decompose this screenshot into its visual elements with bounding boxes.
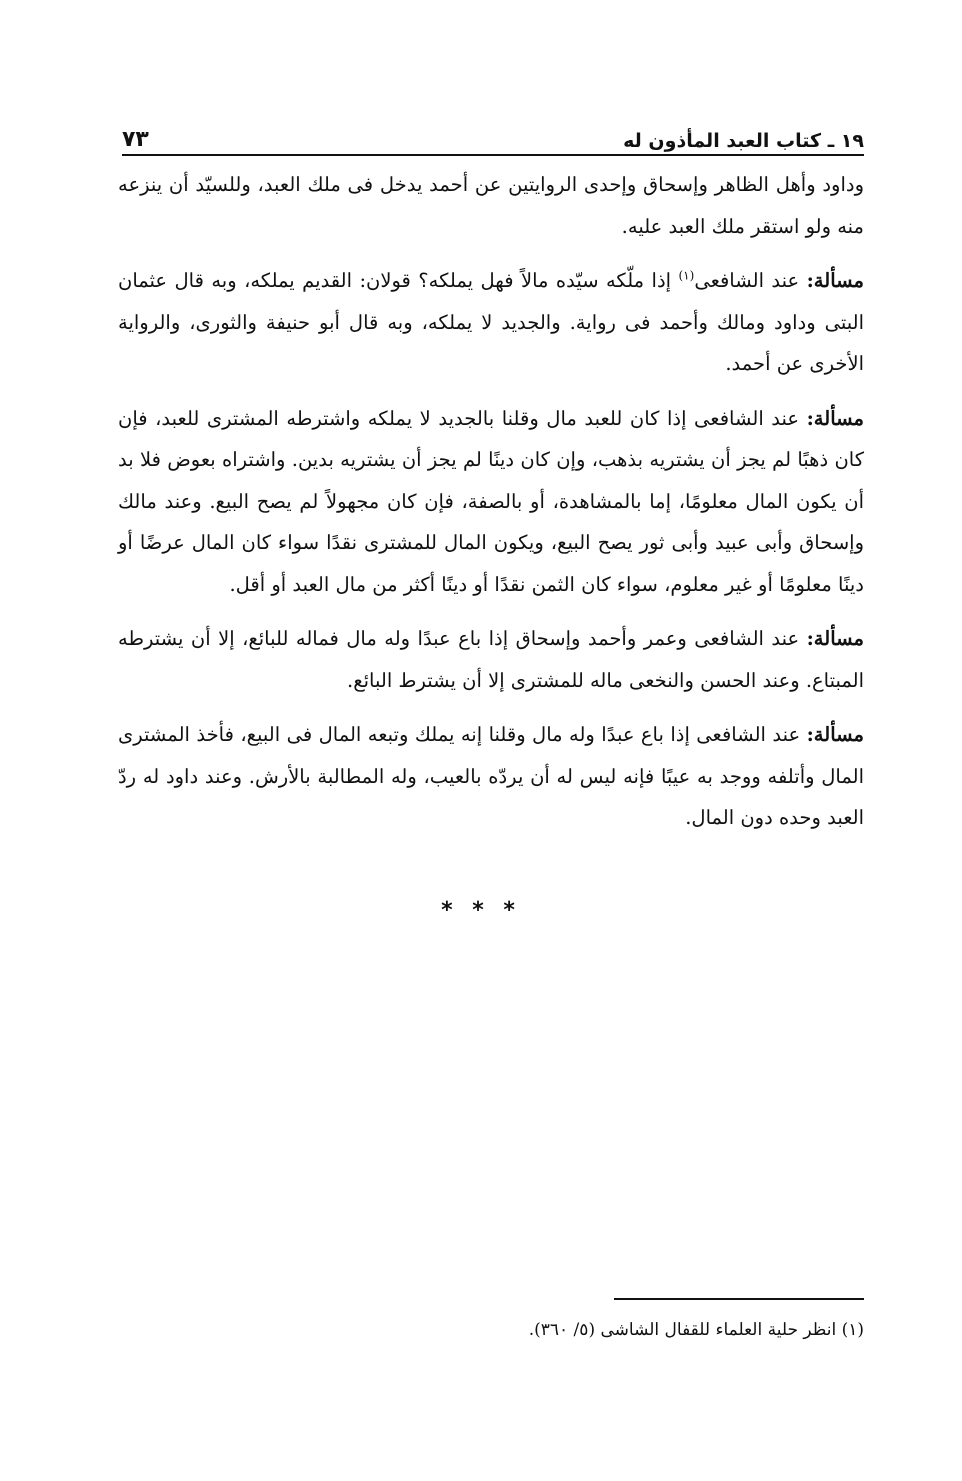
paragraph-text: عند الشافعى إذا كان للعبد مال وقلنا بالجديد لا يملكه واشترطه المشترى للعبد، فإن كان ذهبًا لم يجز أن يشتريه بذهب، وإن كان دينًا لم يجز أن يشتريه بدين. واشتراه بعوض فلا بد أن يكون المال معلومًا، إما بالمشاهدة، أو بالصفة، فإن كان مجهولاً لم يصح البيع. وعند مالك وإسحاق وأبى عبيد وأبى ثور يصح البيع، ويكون المال للمشترى نقدًا سواء كان المال عرضًا أو دينًا معلومًا أو غير معلوم، سواء كان الثمن نقدًا أو دينًا أكثر من مال العبد أو أقل. bbox=[118, 406, 864, 596]
header-rule bbox=[122, 154, 864, 156]
main-text bbox=[118, 164, 864, 852]
masala-label: مسألة: bbox=[806, 406, 864, 430]
paragraph-text: عند الشافعى وعمر وأحمد وإسحاق إذا باع عبدًا وله مال فماله للبائع، إلا أن يشترطه المبتاع. وعند الحسن والنخعى ماله للمشترى إلا أن يشترط البائع. bbox=[118, 627, 864, 692]
paragraph-text: عند الشافعى bbox=[694, 269, 807, 292]
paragraph-masala-1 bbox=[118, 260, 864, 385]
footnote-rule bbox=[614, 1298, 864, 1300]
masala-label: مسألة: bbox=[806, 627, 864, 650]
page-number: ٧٣ bbox=[122, 127, 149, 152]
paragraph-continuation bbox=[118, 164, 864, 247]
running-header bbox=[122, 118, 864, 152]
paragraph-text: عند الشافعى إذا باع عبدًا وله مال وقلنا إنه يملك وتبعه المال فى البيع، فأخذ المشترى المال وأتلفه ووجد به عيبًا فإنه ليس له أن يردّه بالعيب، وله المطالبة بالأرش. وعند داود له ردّ العبد وحده دون المال. bbox=[118, 723, 864, 829]
footnote: (١) انظر حلية العلماء للقفال الشاشى (٥/ ٣٦٠). bbox=[528, 1320, 864, 1340]
chapter-title: ١٩ ـ كتاب العبد المأذون له bbox=[623, 130, 864, 152]
paragraph-text: وداود وأهل الظاهر وإسحاق وإحدى الروايتين عن أحمد يدخل فى ملك العبد، وللسيّد أن ينزعه منه ولو استقر ملك العبد عليه. bbox=[118, 173, 864, 238]
paragraph-text: إذا ملّكه سيّده مالاً فهل يملكه؟ قولان: القديم يملكه، وبه قال عثمان البتى وداود ومالك وأحمد فى رواية. والجديد لا يملكه، وبه قال أبو حنيفة والثورى، والرواية الأخرى عن أحمد. bbox=[118, 269, 864, 375]
masala-label: مسألة: bbox=[806, 269, 864, 292]
paragraph-masala-4 bbox=[118, 714, 864, 839]
footnote-mark[interactable]: (١) bbox=[678, 268, 695, 283]
paragraph-masala-2 bbox=[118, 398, 864, 606]
paragraph-masala-3 bbox=[118, 618, 864, 701]
masala-label: مسألة: bbox=[806, 723, 864, 746]
section-separator: * * * bbox=[441, 898, 521, 923]
